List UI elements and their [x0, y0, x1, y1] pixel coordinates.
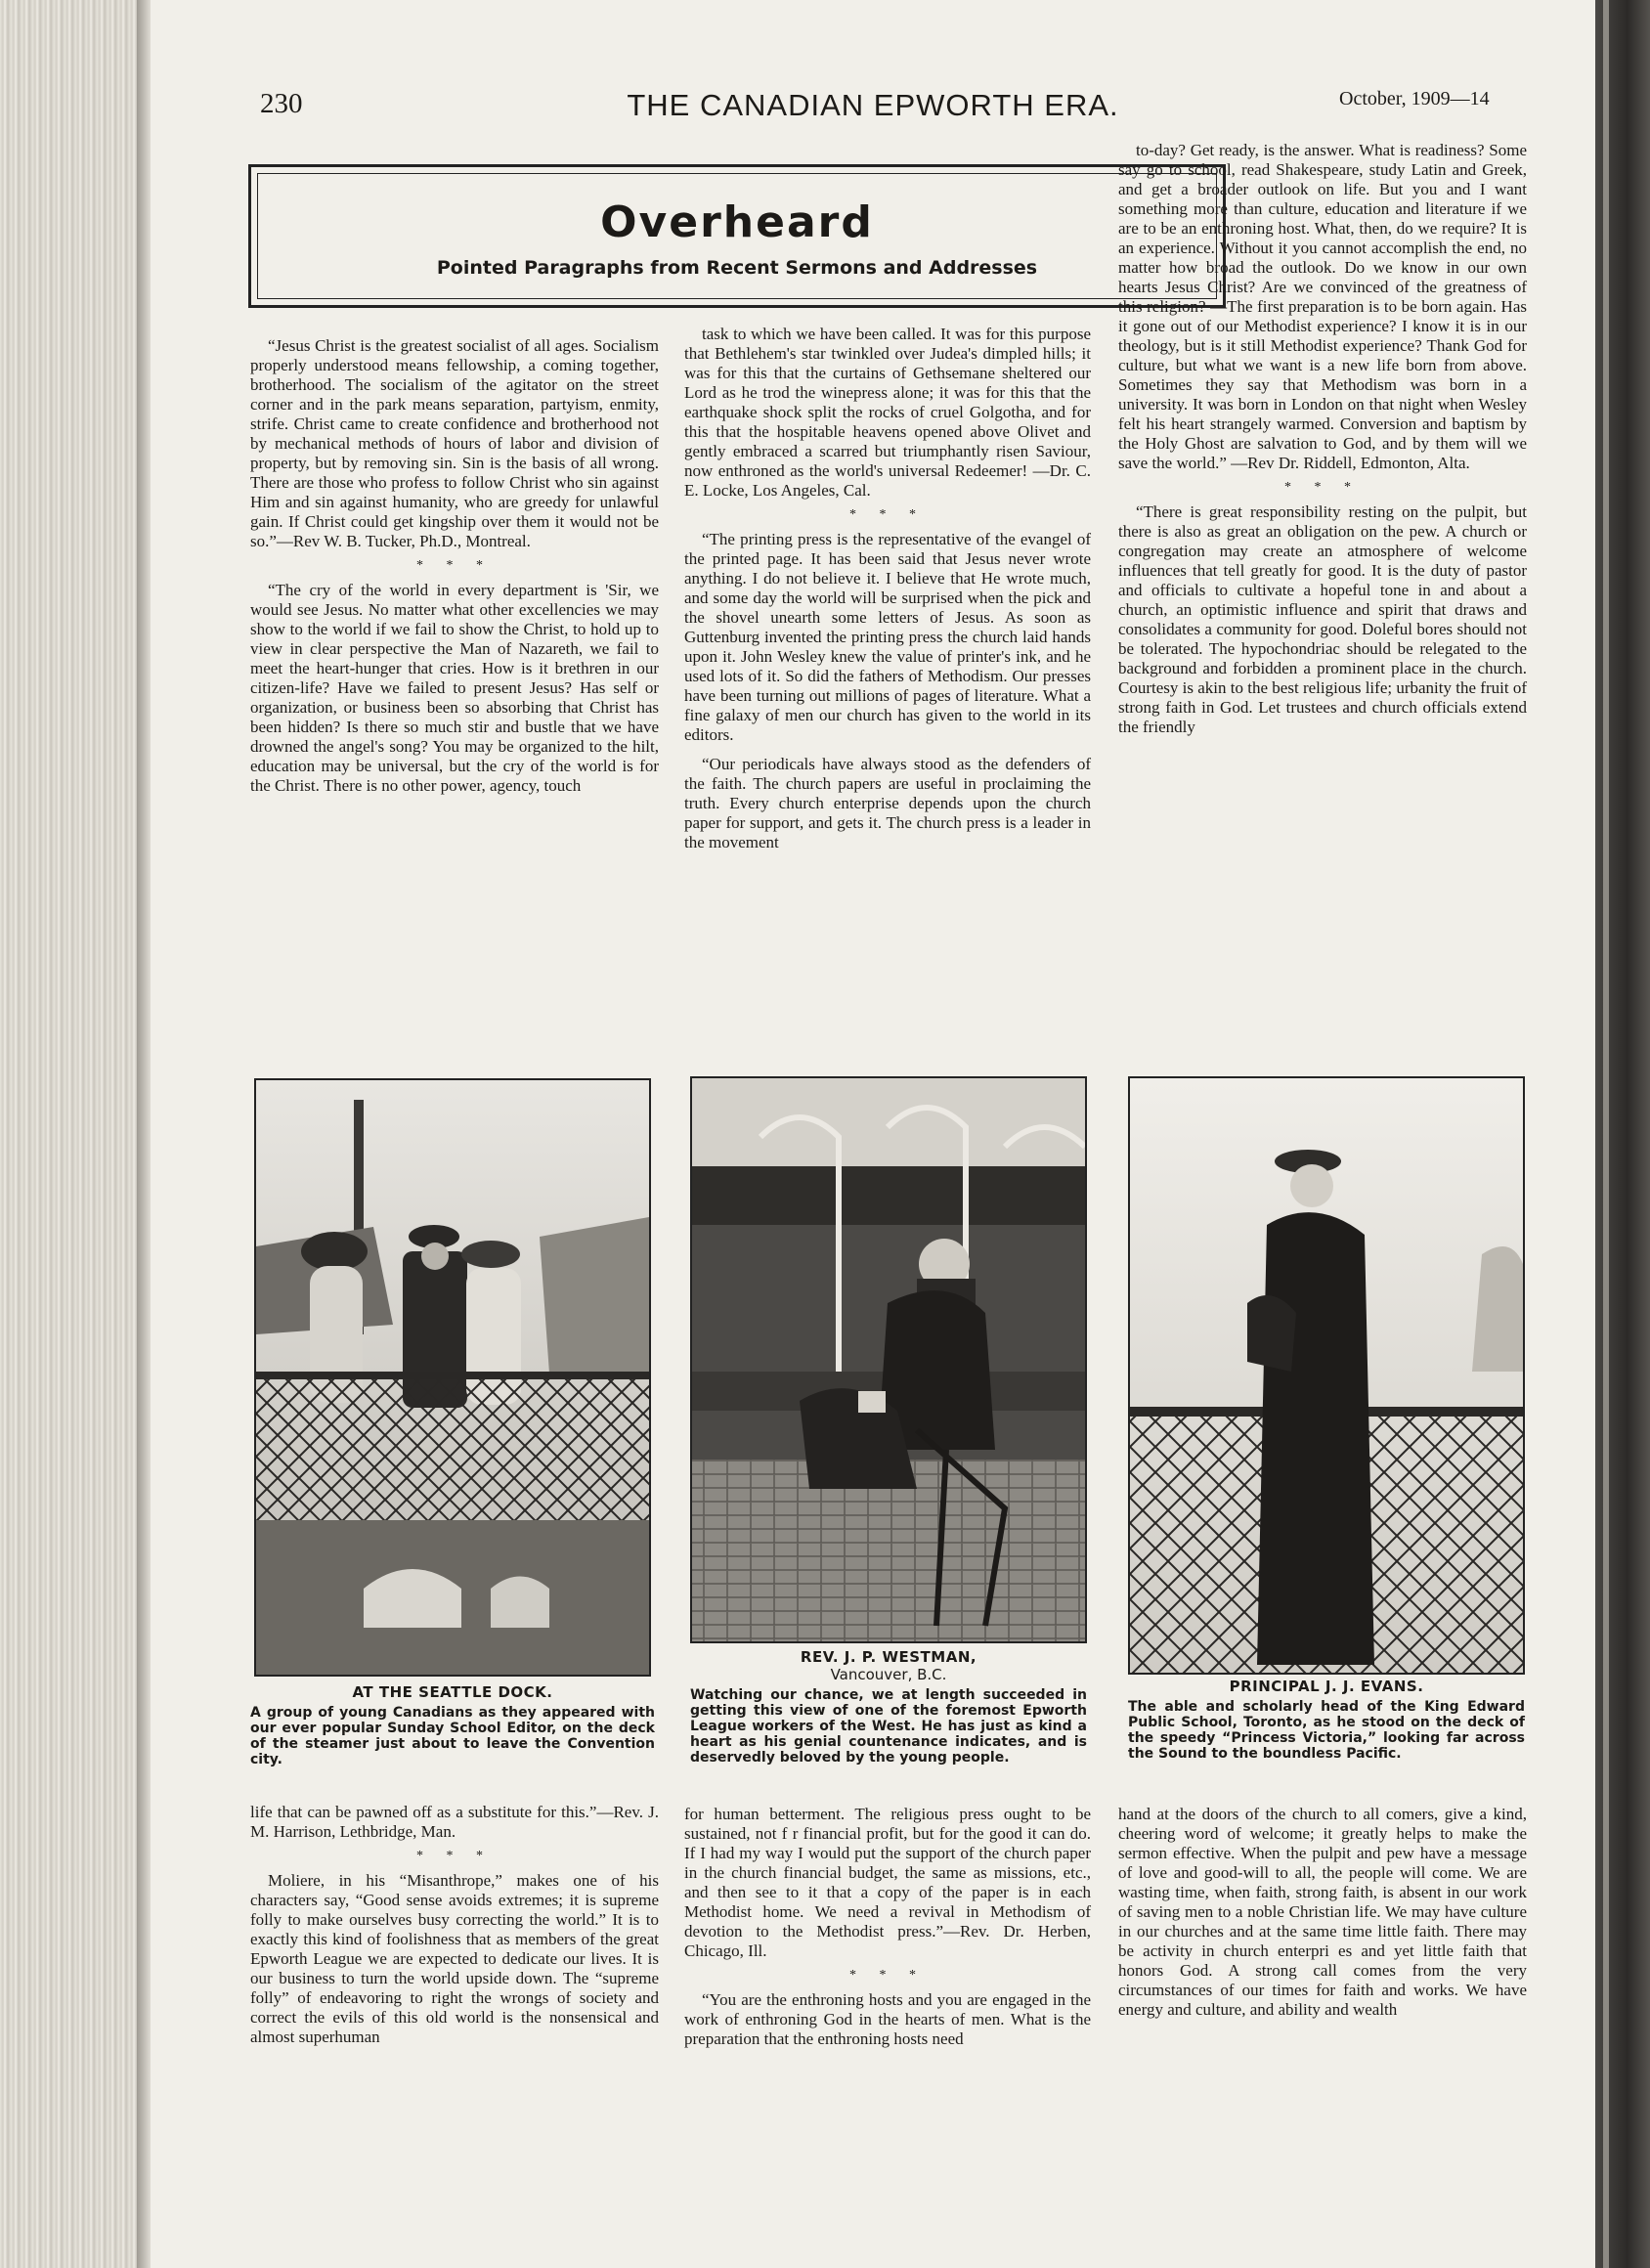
caption-body: A group of young Canadians as they appeared with our ever popular Sunday School Editor, on the deck of the steamer just about to leave the Convention city.	[250, 1705, 655, 1767]
caption-seattle-dock	[250, 1683, 655, 1767]
paragraph: “There is great responsibility resting on the pulpit, but there is also as great an obligation on the pew. A church or congregation may create an atmosphere of welcome influences that tell greatly for good. It is the duty of pastor and officials to cultivate a hopeful tone in and about a church, an optimistic influence and spirit that draws and consolidates a community for good. Doleful bores should not be tolerated. The hypochondriac should be relegated to the background and forbidden a prominent place in the church. Courtesy is akin to the best religious life; urbanity the fruit of strong faith in God. Let trustees and church officials extend the friendly	[1118, 502, 1527, 736]
paragraph: “You are the enthroning hosts and you are engaged in the work of enthroning God in the hearts of men. What is the preparation that the enthroning hosts need	[684, 1990, 1091, 2048]
book-gutter-shadow	[137, 0, 151, 2268]
running-title: THE CANADIAN EPWORTH ERA.	[627, 88, 1119, 122]
section-divider: * * *	[1284, 480, 1361, 495]
caption-body: The able and scholarly head of the King Edward Public School, Toronto, as he stood on the deck of the speedy “Princess Victoria,” looking far across the Sound to the boundless Pacific.	[1128, 1699, 1525, 1762]
page-number: 230	[260, 88, 303, 119]
caption-principal-evans	[1128, 1678, 1525, 1762]
paragraph: “Our periodicals have always stood as the defenders of the faith. The church papers are useful in proclaiming the truth. Every church enterprise depends upon the church paper for support, and gets it. The church press is a leader in the movement	[684, 755, 1091, 851]
caption-title: PRINCIPAL J. J. EVANS.	[1229, 1678, 1424, 1695]
paragraph: task to which we have been called. It was for this purpose that Bethlehem's star twinkled over Judea's dimpled hills; it was for this that the curtains of Gethsemane sheltered our Lord as he trod the winepress alone; it was for this that the earthquake shock split the rocks of cruel Golgotha, and for this that the hospitable heavens opened above Olivet and gently embraced a scarred but triumphantly risen Saviour, now enthroned as the world's universal Redeemer! —Dr. C. E. Locke, Los Angeles, Cal.	[684, 325, 1091, 500]
photo-rev-westman	[690, 1076, 1087, 1643]
caption-title: AT THE SEATTLE DOCK.	[352, 1683, 553, 1701]
caption-title: REV. J. P. WESTMAN,	[800, 1648, 977, 1666]
section-divider: * * *	[416, 1849, 493, 1863]
book-page-edges-left	[0, 0, 147, 2268]
photo-principal-evans-image	[1130, 1078, 1523, 1673]
caption-subtitle: Vancouver, B.C.	[830, 1666, 947, 1683]
paragraph: “The printing press is the representative of the evangel of the printed page. It has been said that Jesus never wrote anything. I do not believe it. I believe that He wrote much, and some day the world will be surprised when the pick and the shovel unearth some letters of Jesus. As soon as Guttenburg invented the printing press the church laid hands upon it. John Wesley knew the value of printer's ink, and he used lots of it. So did the fathers of Methodism. Our presses have been turning out millions of pages of literature. What a fine galaxy of men our church has given to the world in its editors.	[684, 530, 1091, 744]
upper-column-1	[250, 336, 659, 796]
photo-seattle-dock	[254, 1078, 651, 1677]
photo-rev-westman-image	[692, 1078, 1085, 1641]
page-header	[151, 88, 1595, 127]
paragraph: Moliere, in his “Misanthrope,” makes one of his characters say, “Good sense avoids extremes; it is supreme folly to make ourselves busy correcting the world.” It is to exactly this kind of foolishness that as members of the great Epworth League we are expected to dedicate our lives. It is our business to turn the world upside down. The “supreme folly” of endeavoring to right the wrongs of society and correct the evils of this old world is the nonsensical and almost superhuman	[250, 1871, 659, 2046]
lower-column-2	[684, 1805, 1091, 2049]
issue-date: October, 1909—14	[1339, 88, 1490, 109]
paragraph: hand at the doors of the church to all comers, give a kind, cheering word of welcome; it greatly helps to make the sermon effective. When the pulpit and pew have a message of love and good-will to all, the people will come. We are wasting time, when faith, strong faith, is absent in our work of saving men to a noble Christian life. We may have culture in our churches and at the same time little faith. There may be activity in church enterpri es and yet little faith that honors God. A strong call comes from the very circumstances of our times for faith and works. We have energy and culture, and ability and wealth	[1118, 1805, 1527, 2019]
document-page	[151, 0, 1595, 2268]
section-divider: * * *	[416, 558, 493, 573]
lower-column-3	[1118, 1805, 1527, 2020]
photo-seattle-dock-image	[256, 1080, 649, 1675]
section-divider: * * *	[849, 1968, 926, 1983]
caption-rev-westman	[690, 1648, 1087, 1766]
book-binding-edge	[1603, 0, 1609, 2268]
paragraph: “The cry of the world in every department is 'Sir, we would see Jesus. No matter what other excellencies we may show to the world if we fail to show the Christ, to hold up to view in clear perspective the Man of Nazareth, we fail to meet the heart-hunger that cries. How is it brethren in our citizen-life? Have we failed to present Jesus? Has self or organization, or business been so absorbing that Christ has been hidden? Is there so much stir and bustle that we have drowned the angel's song? You may be organized to the hilt, education may be universal, but the cry of the world is for the Christ. There is no other power, agency, touch	[250, 581, 659, 795]
lower-column-1	[250, 1803, 659, 2047]
book-binding-right	[1593, 0, 1650, 2268]
section-subtitle: Pointed Paragraphs from Recent Sermons and Addresses	[436, 257, 1038, 279]
section-banner	[248, 164, 1226, 308]
upper-column-2	[684, 325, 1091, 852]
section-title: Overheard	[600, 197, 874, 247]
paragraph: “Jesus Christ is the greatest socialist of all ages. Socialism properly understood means fellowship, a coming together, brotherhood. The socialism of the agitator on the street corner and in the park means separation, partyism, enmity, strife. Christ came to create confidence and brotherhood not by mechanical methods of hours of labor and division of property, but by removing sin. Sin is the basis of all wrong. There are those who profess to follow Christ who sin against Him and sin against humanity, who are greedy for unlawful gain. If Christ could get kingship over them it would not be so.”—Rev W. B. Tucker, Ph.D., Montreal.	[250, 336, 659, 550]
photo-principal-evans	[1128, 1076, 1525, 1675]
paragraph: for human betterment. The religious press ought to be sustained, not f r financial profit, but for the good it can do. If I had my way I would put the support of the church paper in the church financial budget, the same as missions, etc., and then see to it that a copy of the paper is in each Methodist home. We need a revival in Methodism of devotion to the Methodist press.”—Rev. Dr. Herben, Chicago, Ill.	[684, 1805, 1091, 1960]
section-divider: * * *	[849, 507, 926, 522]
paragraph: life that can be pawned off as a substitute for this.”—Rev. J. M. Harrison, Lethbridge, Man.	[250, 1803, 659, 1841]
paragraph: to-day? Get ready, is the answer. What is readiness? Some say go to school, read Shakespeare, study Latin and Greek, and get a broader outlook on life. But you and I want something more than culture, education and literature if we are to be an enthroning host. What, then, do we require? It is an experience. Without it you cannot accomplish the end, no matter how broad the outlook. Do we know in our own hearts Jesus Christ? Are we convinced of the greatness of this religion? —The first preparation is to be born again. Has it gone out of our Methodist experience? I know it is in our theology, but is it still Methodist experience? Thank God for culture, but what we want is a new life born from above. Sometimes they say that Methodism was born in a university. It was born in London on that night when Wesley felt his heart strangely warmed. Conversion and baptism by the Holy Ghost are salvation to God, and by them will we save the world.” —Rev Dr. Riddell, Edmonton, Alta.	[1118, 141, 1527, 472]
section-banner-inner	[257, 173, 1217, 299]
upper-column-3	[1118, 141, 1527, 737]
caption-body: Watching our chance, we at length succeeded in getting this view of one of the foremost Epworth League workers of the West. He has just as kind a heart as his genial countenance indicates, and is deservedly beloved by the young people.	[690, 1687, 1087, 1766]
